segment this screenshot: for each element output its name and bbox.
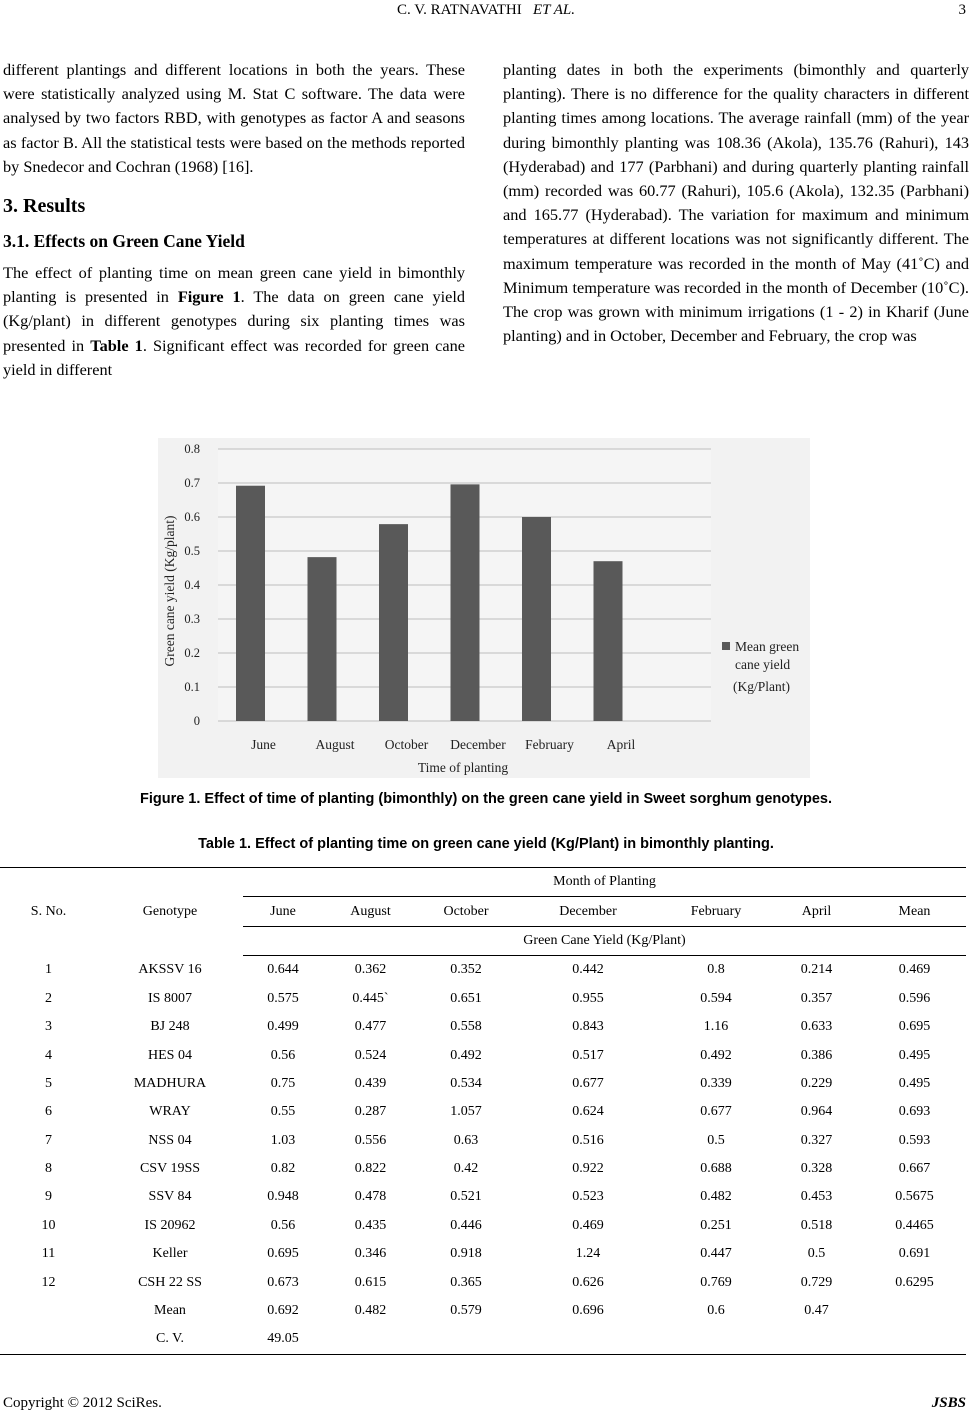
table-caption: Table 1. Effect of planting time on green cane yield (Kg/Plant) in bimonthly planting. (198, 836, 774, 852)
table-cell: 0.495 (898, 1047, 931, 1063)
table-cell: C. V. (97, 1325, 243, 1354)
table-cell: 0.352 (450, 962, 482, 978)
running-head (0, 2, 972, 19)
table-cell: Mean (154, 1303, 186, 1319)
table-cell (863, 1325, 966, 1354)
x-axis-title: Time of planting (417, 760, 509, 775)
table-cell: 0.696 (572, 1303, 604, 1319)
table-cell: 0.518 (800, 1217, 833, 1233)
table-cell: 0.482 (700, 1189, 732, 1205)
table-cell: 0.688 (700, 1161, 732, 1177)
bar-december (451, 484, 480, 721)
table-cell: 0.693 (898, 1104, 931, 1120)
y-tick-label: 0.8 (184, 442, 200, 456)
table-cell: 0.729 (800, 1274, 833, 1290)
table-cell: 0.691 (898, 1246, 931, 1262)
table-row (0, 1127, 966, 1155)
x-tick-label: October (384, 737, 429, 752)
results-paragraph: The effect of planting time on mean green cane yield in bimonthly planting is presented in Figure 1. The data on green cane yield (Kg/plant) in different genotypes during six planting times was presented in Table 1. Significant effect was recorded for green cane yield in different (3, 263, 466, 379)
table-cell: 0.6295 (895, 1274, 934, 1290)
table-cell: AKSSV 16 (138, 962, 202, 978)
table-cell: 11 (41, 1246, 56, 1262)
table-cell: 0.955 (572, 990, 604, 1006)
table-cell: 0.478 (354, 1189, 387, 1205)
legend-line-1: Mean green (735, 639, 800, 654)
table-cell: MADHURA (133, 1075, 207, 1091)
table-row (0, 956, 966, 985)
table-cell (662, 1325, 770, 1354)
header-month-6: Mean (863, 897, 966, 926)
header-sno: S. No. (0, 868, 97, 956)
table-cell: 0.593 (898, 1132, 931, 1148)
table-cell: 0.769 (700, 1274, 732, 1290)
table-cell: 0.695 (267, 1246, 299, 1262)
table-cell (418, 1325, 514, 1354)
table-cell: 0.47 (804, 1303, 829, 1319)
table-cell: 1.16 (703, 1019, 729, 1035)
table-row (0, 1212, 966, 1240)
x-tick-label: February (525, 737, 574, 752)
page-header (0, 2, 972, 24)
table-cell (0, 1325, 97, 1354)
table-cell: 0.469 (572, 1217, 604, 1233)
table-ref: Table 1 (90, 335, 143, 355)
x-tick-label: August (315, 737, 355, 752)
table-cell: 0.442 (572, 962, 604, 978)
header-month-1: August (323, 897, 418, 926)
bar-october (379, 524, 408, 721)
table-row (0, 1183, 966, 1211)
table-cell: 0.445` (352, 990, 389, 1006)
table-cell: BJ 248 (150, 1019, 190, 1035)
table-cell: 0.327 (800, 1132, 833, 1148)
table-cell: 7 (45, 1132, 52, 1148)
table-cell: 0.667 (898, 1161, 931, 1177)
table-cell: 49.05 (243, 1325, 323, 1354)
table-cell: HES 04 (148, 1047, 192, 1063)
section-heading-results: 3. Results (3, 195, 86, 218)
figure-ref: Figure 1 (177, 287, 241, 307)
table-cell: IS 20962 (144, 1217, 196, 1233)
table-cell: 0.5 (707, 1132, 725, 1148)
table-cell: 5 (45, 1075, 52, 1091)
chart-svg (158, 438, 810, 778)
table-cell: 0.453 (800, 1189, 833, 1205)
table-cell: 0.439 (354, 1075, 387, 1091)
x-tick-label: December (450, 737, 506, 752)
header-month-5: April (770, 897, 863, 926)
table-cell: 4 (45, 1047, 52, 1063)
table-cell: 1.03 (270, 1132, 296, 1148)
table-cell: 0.492 (450, 1047, 482, 1063)
table-cell: 12 (41, 1274, 56, 1290)
table-cell: 0.492 (700, 1047, 732, 1063)
table-cell: 0.386 (800, 1047, 833, 1063)
table-row (0, 1155, 966, 1183)
header-month-2: October (418, 897, 514, 926)
table-cell: 1 (45, 962, 52, 978)
header-month-of-planting: Month of Planting (243, 868, 966, 897)
table-cell: 0.346 (354, 1246, 387, 1262)
x-tick-label: April (606, 737, 636, 752)
table-cell: 0.615 (354, 1274, 387, 1290)
table-cell: Keller (152, 1246, 188, 1262)
table-cell (0, 1297, 97, 1325)
table-cell: 0.594 (700, 990, 732, 1006)
table-cell: 0.477 (354, 1019, 387, 1035)
table-cell: 0.75 (270, 1075, 296, 1091)
table-cell: 0.644 (267, 962, 299, 978)
table-cell: 0.6 (707, 1303, 725, 1319)
table-cell: 0.229 (800, 1075, 833, 1091)
table-cell: 0.214 (800, 962, 833, 978)
header-unit: Green Cane Yield (Kg/Plant) (243, 926, 966, 955)
y-tick-label: 0.3 (184, 612, 200, 626)
running-author: C. V. RATNAVATHI (397, 2, 522, 18)
y-tick-label: 0.1 (184, 680, 200, 694)
y-tick-label: 0.6 (184, 510, 200, 524)
table-cell: 0.922 (572, 1161, 604, 1177)
table-cell: 9 (45, 1189, 52, 1205)
table-cell: 0.5 (807, 1246, 826, 1262)
table-cell: 0.964 (800, 1104, 833, 1120)
page-number: 3 (958, 2, 966, 18)
table-cell: 0.365 (450, 1274, 482, 1290)
table-cell: 0.843 (572, 1019, 604, 1035)
table-cell: 0.579 (450, 1303, 482, 1319)
table-cell: IS 8007 (148, 990, 192, 1006)
table-cell: 0.695 (898, 1019, 931, 1035)
table-row (0, 1325, 966, 1354)
bar-august (308, 557, 337, 721)
bar-june (236, 486, 265, 721)
table-row (0, 1268, 966, 1296)
table-cell: NSS 04 (148, 1132, 192, 1148)
right-column-paragraph: planting dates in both the experiments (bimonthly and quarterly planting). There is no difference for the quality characters in different planting times among locations. The average rainfall (mm) of the year during bimonthly planting was 108.36 (Akola), 135.76 (Rahuri), 143 (Hyderabad) and 177 (Parbhani) and during quarterly planting rainfall (mm) recorded was 60.77 (Rahuri), 105.6 (Akola), 132.35 (Parbhani) and 165.77 (Hyderabad). The variation for maximum and minimum temperatures at different locations was not significantly different. The maximum temperature was recorded in the month of May (41˚C) and Minimum temperature was recorded in the month of December (10˚C). The crop was grown with minimum irrigations (1 - 2) in Kharif (June planting) and in October, December and February, the crop was (503, 60, 969, 346)
header-genotype: Genotype (97, 868, 243, 956)
table-cell: 0.558 (450, 1019, 482, 1035)
y-tick-label: 0 (193, 714, 200, 728)
table-cell: 0.673 (267, 1274, 299, 1290)
y-axis-title: Green cane yield (Kg/plant) (162, 515, 177, 667)
table-cell: 0.534 (450, 1075, 482, 1091)
table-cell: 0.596 (898, 990, 931, 1006)
table-row (0, 1041, 966, 1069)
table-cell: 0.63 (453, 1132, 479, 1148)
table-row (0, 1240, 966, 1268)
table-cell: 0.626 (572, 1274, 604, 1290)
table-cell: CSV 19SS (139, 1161, 201, 1177)
table-cell: 0.446 (450, 1217, 482, 1233)
y-tick-label: 0.7 (184, 476, 200, 490)
table-cell: 0.556 (354, 1132, 387, 1148)
table-cell: 0.677 (572, 1075, 604, 1091)
table-cell: 0.251 (700, 1217, 732, 1233)
table-cell: 0.822 (354, 1161, 387, 1177)
table-cell: 2 (45, 990, 52, 1006)
table-cell: 0.357 (800, 990, 833, 1006)
table-cell: 0.287 (354, 1104, 387, 1120)
table-cell: 0.5675 (895, 1189, 934, 1205)
table-cell: 1.057 (450, 1104, 482, 1120)
figure-caption: Figure 1. Effect of time of planting (bimonthly) on the green cane yield in Sweet sorghum genotypes. (139, 791, 833, 807)
table-cell: 0.575 (267, 990, 299, 1006)
methods-paragraph: different plantings and different locations in both the years. These were statistically analyzed using M. Stat C software. The data were analysed by two factors RBD, with genotypes as factor A and seasons as factor B. All the statistical tests were based on the methods reported by Snedecor and Cochran (1968) [16]. (3, 60, 465, 176)
table-cell: 10 (41, 1217, 56, 1233)
legend-swatch (722, 642, 730, 650)
table-cell: 0.521 (450, 1189, 482, 1205)
copyright: Copyright © 2012 SciRes. (3, 1395, 162, 1411)
table-cell: 0.339 (700, 1075, 732, 1091)
table-cell: 0.524 (354, 1047, 387, 1063)
table-cell: 0.918 (450, 1246, 482, 1262)
table-cell (770, 1325, 863, 1354)
table-cell: 0.82 (270, 1161, 296, 1177)
table-cell: 0.447 (700, 1246, 732, 1262)
table-cell: 0.499 (267, 1019, 299, 1035)
table-cell: 0.362 (354, 962, 387, 978)
y-tick-label: 0.5 (184, 544, 200, 558)
table-body (0, 956, 966, 1354)
y-tick-label: 0.4 (184, 578, 200, 592)
data-table-wrapper (0, 867, 966, 1355)
table-cell: 0.56 (270, 1217, 296, 1233)
table-cell: 6 (45, 1104, 52, 1120)
header-month-3: December (514, 897, 662, 926)
table-cell (863, 1297, 966, 1325)
table-row (0, 1297, 966, 1325)
table-cell: 0.56 (270, 1047, 296, 1063)
table-cell: 0.516 (572, 1132, 604, 1148)
table-cell: 0.523 (572, 1189, 604, 1205)
bar-february (522, 517, 551, 721)
table-cell: 0.948 (267, 1189, 299, 1205)
table-cell: 0.517 (572, 1047, 604, 1063)
table-cell: 0.482 (354, 1303, 387, 1319)
header-month-4: February (662, 897, 770, 926)
right-column (503, 58, 969, 348)
table-cell: 0.435 (354, 1217, 387, 1233)
table-cell: SSV 84 (148, 1189, 192, 1205)
table-cell: 0.651 (450, 990, 482, 1006)
table-cell: 0.469 (898, 962, 931, 978)
journal-name: JSBS (931, 1395, 966, 1411)
table-cell: WRAY (149, 1104, 191, 1120)
table-row (0, 1098, 966, 1126)
table-cell: CSH 22 SS (138, 1274, 202, 1290)
table-cell: 0.8 (707, 962, 725, 978)
x-tick-label: June (251, 737, 276, 752)
y-tick-label: 0.2 (184, 646, 200, 660)
table-cell: 3 (45, 1019, 52, 1035)
bar-chart (158, 438, 810, 778)
table-cell: 0.633 (800, 1019, 833, 1035)
table-cell: 0.4465 (895, 1217, 934, 1233)
running-etal: ET AL. (533, 2, 575, 18)
table-cell: 0.495 (898, 1075, 931, 1091)
table-cell: 0.328 (800, 1161, 833, 1177)
table-cell: 0.55 (270, 1104, 296, 1120)
table-row (0, 1013, 966, 1041)
table-row (0, 1070, 966, 1098)
data-table (0, 867, 966, 1355)
table-cell: 0.692 (267, 1303, 299, 1319)
left-column (3, 58, 465, 382)
header-month-0: June (243, 897, 323, 926)
legend-line-3: (Kg/Plant) (733, 679, 790, 694)
table-cell: 0.677 (700, 1104, 732, 1120)
bar-april (594, 561, 623, 721)
table-cell (514, 1325, 662, 1354)
table-cell: 8 (45, 1161, 52, 1177)
table-cell: 0.42 (453, 1161, 479, 1177)
legend-line-2: cane yield (735, 657, 791, 672)
table-cell: 1.24 (575, 1246, 601, 1262)
table-cell (323, 1325, 418, 1354)
subsection-heading: 3.1. Effects on Green Cane Yield (3, 231, 245, 252)
table-cell: 0.624 (572, 1104, 604, 1120)
table-row (0, 985, 966, 1013)
